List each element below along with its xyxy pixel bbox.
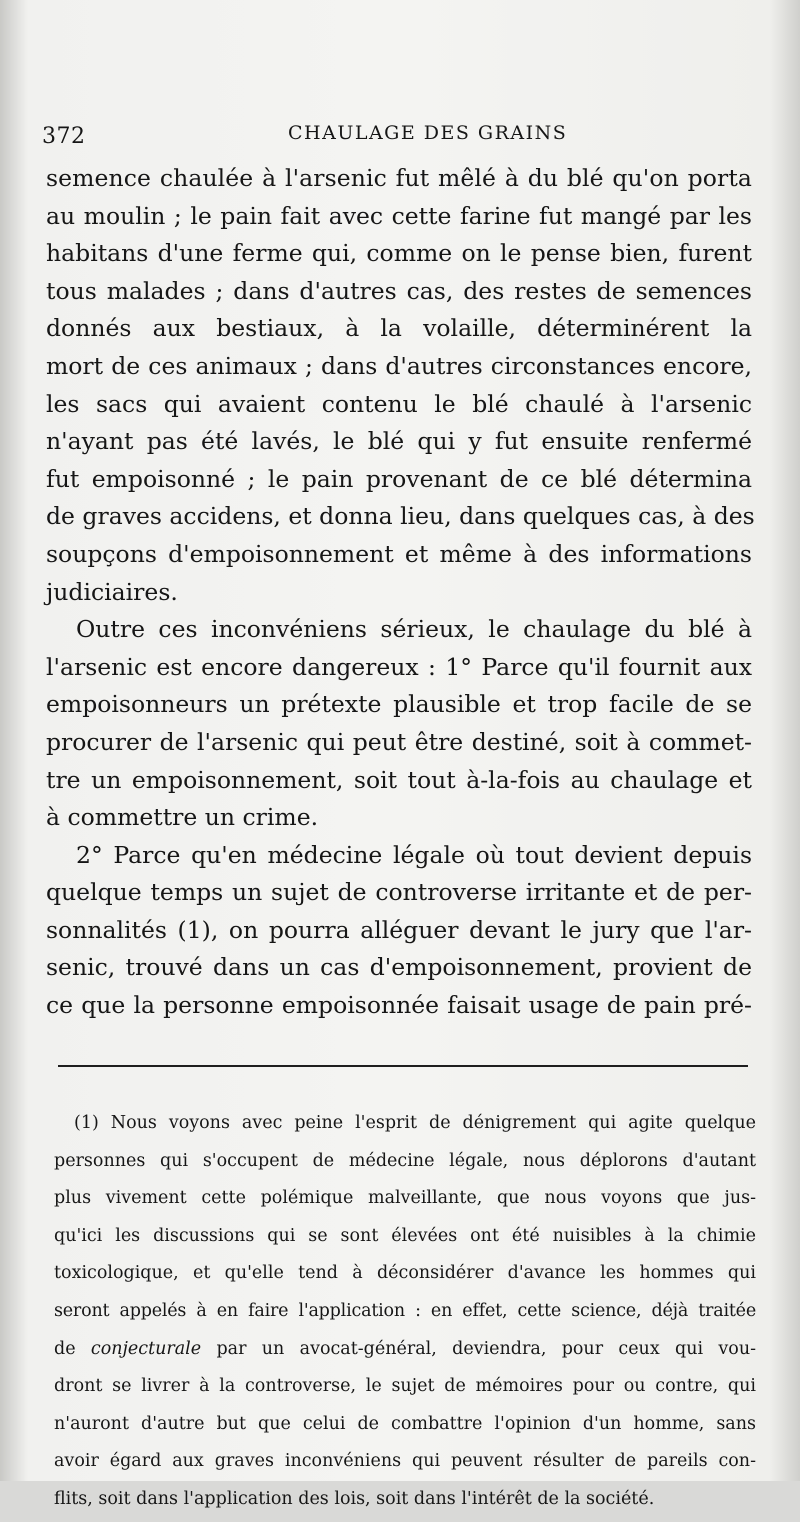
text-line: mort de ces animaux ; dans d'autres circonstances encore, [46, 351, 752, 380]
text-line: donnés aux bestiaux, à la volaille, déterminérent la [46, 314, 752, 343]
text-line: les sacs qui avaient contenu le blé chaulé à l'arsenic [46, 389, 752, 418]
footnote-line: n'auront d'autre but que celui de combattre l'opinion d'un homme, sans [54, 1413, 756, 1434]
footnote-line: plus vivement cette polémique malveillante, que nous voyons que jus- [54, 1188, 756, 1209]
page-header [42, 118, 762, 154]
text-line: semence chaulée à l'arsenic fut mêlé à du blé qu'on porta [46, 164, 752, 192]
footnote-line: seront appelés à en faire l'application : en effet, cette science, déjà traitée [54, 1300, 756, 1321]
text-line: judiciaires. [46, 577, 178, 606]
text-line: sonnalités (1), on pourra alléguer devant le jury que l'ar- [46, 915, 752, 944]
text-line: au moulin ; le pain fait avec cette farine fut mangé par les [46, 201, 752, 230]
main-text [46, 160, 755, 1025]
text-line: fut empoisonné ; le pain provenant de ce blé détermina [46, 464, 752, 493]
footnote-line: (1) Nous voyons avec peine l'esprit de dénigrement qui agite quelque [74, 1113, 756, 1133]
text-line: soupçons d'empoisonnement et même à des informations [46, 539, 752, 568]
page-number: 372 [42, 124, 86, 149]
paragraph-first-line: Outre ces inconvéniens sérieux, le chaulage du blé à [76, 615, 752, 644]
text-line: à commettre un crime. [46, 803, 319, 832]
text-line: l'arsenic est encore dangereux : 1° Parce qu'il fournit aux [46, 652, 752, 681]
running-title: CHAULAGE DES GRAINS [288, 122, 568, 144]
text-line: tre un empoisonnement, soit tout à-la-fois au chaulage et [46, 765, 752, 794]
footnote-line: flits, soit dans l'application des lois, soit dans l'intérêt de la société. [54, 1488, 655, 1509]
footnote-line: de conjecturale par un avocat-général, deviendra, pour ceux qui vou- [54, 1338, 757, 1359]
footnote-line: avoir égard aux graves inconvéniens qui peuvent résulter de pareils con- [54, 1451, 756, 1472]
text-line: procurer de l'arsenic qui peut être destiné, soit à commet- [46, 727, 752, 756]
paragraph-first-line: 2° Parce qu'en médecine légale où tout devient depuis [76, 840, 752, 869]
text-line: n'ayant pas été lavés, le blé qui y fut ensuite renfermé [46, 427, 752, 456]
text-line: empoisonneurs un prétexte plausible et trop facile de se [46, 690, 752, 719]
footnote-line: qu'ici les discussions qui se sont élevées ont été nuisibles à la chimie [54, 1225, 756, 1246]
footnote [54, 1108, 756, 1522]
text-line: ce que la personne empoisonnée faisait usage de pain pré- [46, 991, 752, 1020]
text-line: tous malades ; dans d'autres cas, des restes de semences [46, 276, 752, 305]
text-line: habitans d'une ferme qui, comme on le pense bien, furent [46, 239, 752, 268]
footnote-line: toxicologique, et qu'elle tend à déconsidérer d'avance les hommes qui [54, 1263, 756, 1284]
footnote-line: personnes qui s'occupent de médecine légale, nous déplorons d'autant [54, 1150, 756, 1171]
footnote-divider [58, 1065, 748, 1067]
text-line: senic, trouvé dans un cas d'empoisonnement, provient de [46, 953, 752, 982]
footnote-line: dront se livrer à la controverse, le sujet de mémoires pour ou contre, qui [54, 1376, 756, 1397]
text-line: quelque temps un sujet de controverse irritante et de per- [46, 878, 752, 907]
text-line: de graves accidens, et donna lieu, dans quelques cas, à des [46, 502, 755, 531]
